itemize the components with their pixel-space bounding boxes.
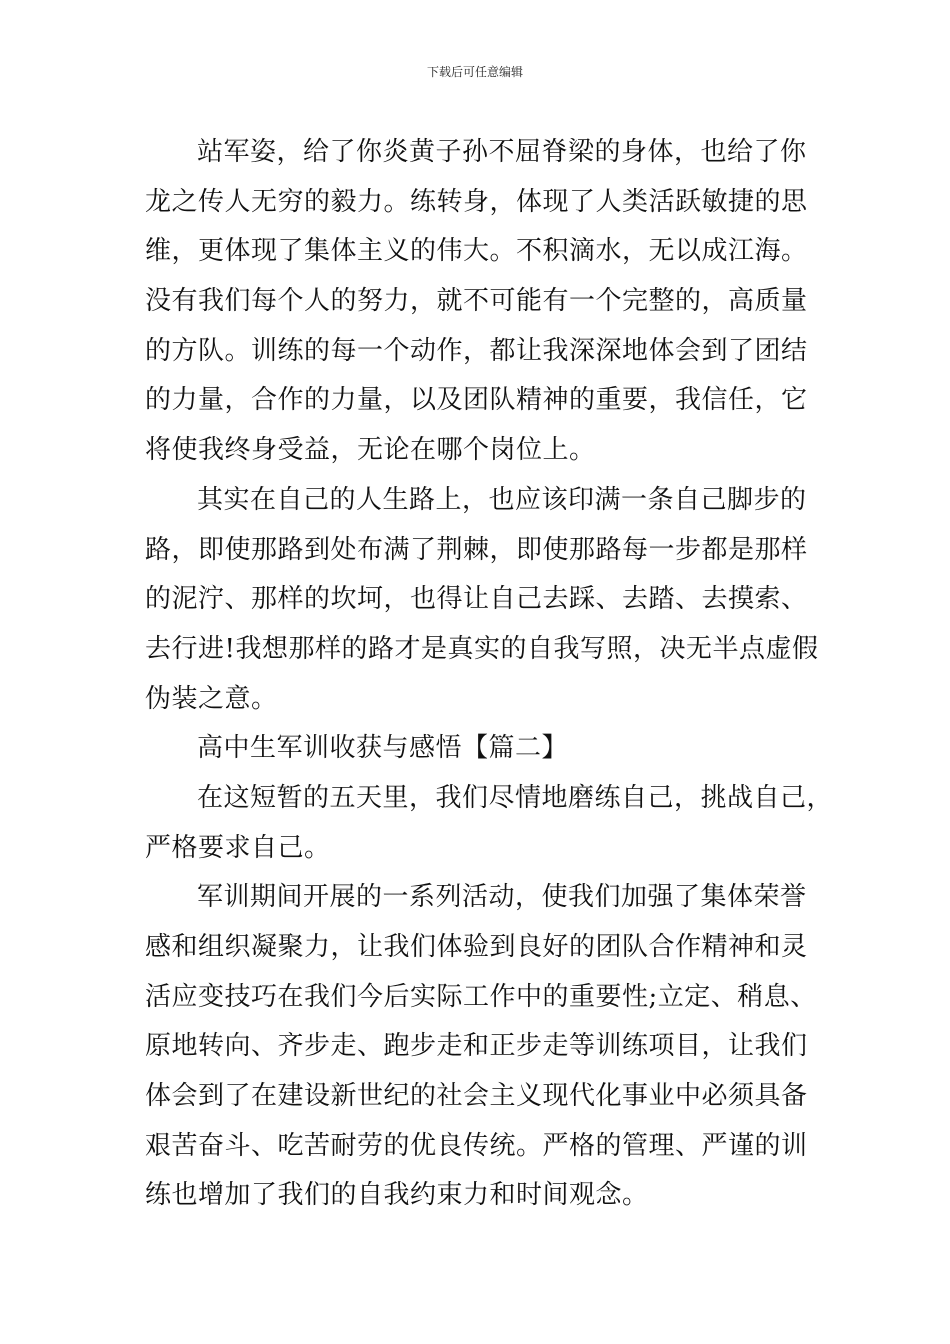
text-line: 没有我们每个人的努力，就不可能有一个完整的，高质量 (145, 286, 808, 317)
section-heading-text: 高中生军训收获与感悟【篇二】 (197, 733, 569, 764)
text-line: 的力量，合作的力量，以及团队精神的重要，我信任，它 (145, 385, 808, 416)
text-line: 活应变技巧在我们今后实际工作中的重要性;立定、稍息、 (145, 981, 817, 1012)
text-line: 在这短暂的五天里，我们尽情地磨练自己，挑战自己， (197, 782, 834, 813)
text-line: 将使我终身受益，无论在哪个岗位上。 (145, 435, 596, 466)
section-heading (145, 724, 820, 774)
paragraph (145, 873, 820, 1221)
text-line: 的方队。训练的每一个动作，都让我深深地体会到了团结 (145, 335, 808, 366)
text-line: 伪装之意。 (145, 683, 278, 714)
text-line: 原地转向、齐步走、跑步走和正步走等训练项目，让我们 (145, 1031, 808, 1062)
text-line: 军训期间开展的一系列活动，使我们加强了集体荣誉 (197, 882, 807, 913)
text-line: 路，即使那路到处布满了荆棘，即使那路每一步都是那样 (145, 534, 808, 565)
paragraph (145, 774, 834, 873)
text-line: 体会到了在建设新世纪的社会主义现代化事业中必须具备 (145, 1081, 808, 1112)
text-line: 的泥泞、那样的坎坷，也得让自己去踩、去踏、去摸索、 (145, 584, 808, 615)
text-line: 站军姿，给了你炎黄子孙不屈脊梁的身体，也给了你 (197, 137, 807, 167)
text-line: 练也增加了我们的自我约束力和时间观念。 (145, 1180, 649, 1211)
text-line: 维，更体现了集体主义的伟大。不积滴水，无以成江海。 (145, 236, 808, 267)
page-header: 下载后可任意编辑 (426, 65, 523, 79)
paragraph (145, 476, 820, 724)
document-body (145, 128, 834, 1221)
text-line: 严格要求自己。 (145, 832, 331, 863)
paragraph (145, 128, 820, 476)
text-line: 其实在自己的人生路上，也应该印满一条自己脚步的 (197, 484, 807, 515)
text-line: 去行进!我想那样的路才是真实的自我写照，决无半点虚假 (145, 633, 819, 664)
text-line: 龙之传人无穷的毅力。练转身，体现了人类活跃敏捷的思 (145, 186, 808, 217)
text-line: 感和组织凝聚力，让我们体验到良好的团队合作精神和灵 (145, 932, 808, 962)
text-line: 艰苦奋斗、吃苦耐劳的优良传统。严格的管理、严谨的训 (145, 1130, 808, 1161)
